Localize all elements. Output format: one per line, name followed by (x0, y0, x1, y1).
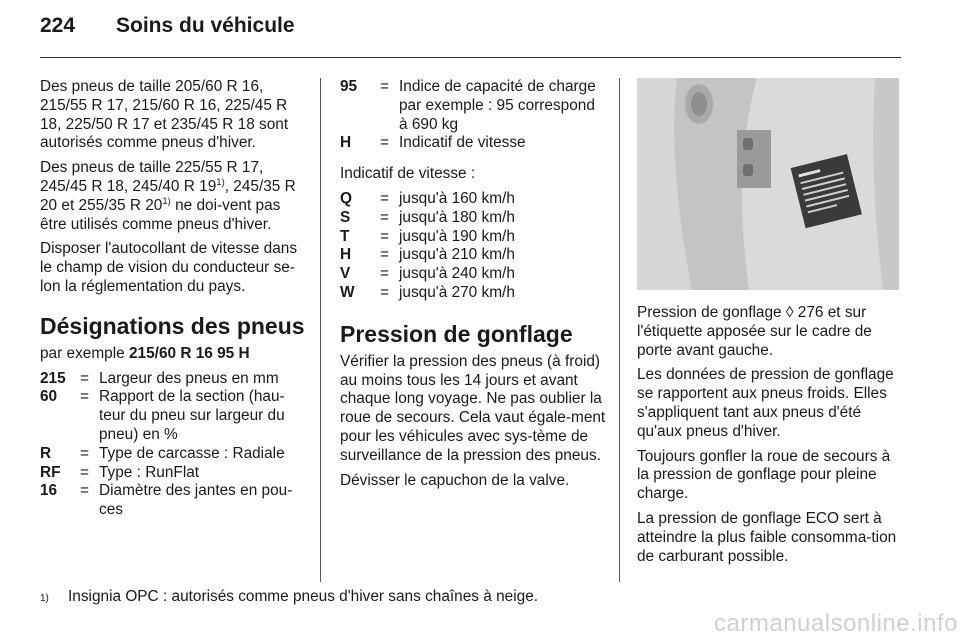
paragraph-winter-allowed: Des pneus de taille 205/60 R 16, 215/55 R 17, 215/60 R 16, 225/45 R 18, 225/50 R 17 et 235/45 R 18 sont autorisés comme pneus d'hiver. (40, 78, 289, 152)
footnote (40, 588, 538, 606)
def-value: Indicatif de vitesse (399, 134, 526, 152)
def-eq: = (380, 283, 389, 301)
def-key: 95 (340, 78, 358, 95)
def-key: RF (40, 463, 61, 481)
speed-value: jusqu'à 190 km/h (399, 227, 515, 245)
column-3 (637, 78, 903, 572)
paragraph-check-pressure: Vérifier la pression des pneus (à froid) au moins tous les 14 jours et avant chaque long voyage. Ne pas oublier la roue de secours. Cela vaut égale-ment pour les véhicules avec sys-tème de surveillance de la pression des pneus. (340, 352, 606, 464)
speed-value: jusqu'à 240 km/h (399, 265, 515, 283)
def-eq: = (380, 208, 389, 226)
example-value: 215/60 R 16 95 H (128, 344, 250, 362)
paragraph-eco-pressure: La pression de gonflage ECO sert à atteindre la plus faible consomma-tion de carburant possible. (637, 509, 897, 565)
header-rule (40, 57, 901, 58)
paragraph-winter-not-allowed (40, 159, 306, 234)
speed-value: jusqu'à 270 km/h (399, 283, 515, 301)
definition-row (40, 388, 306, 444)
speed-row (340, 190, 606, 209)
def-eq: = (380, 189, 389, 207)
column-2 (340, 78, 606, 496)
speed-row (340, 246, 606, 265)
speed-key: Q (340, 189, 352, 207)
speed-value: jusqu'à 160 km/h (399, 189, 515, 207)
door-frame-label-photo (637, 78, 899, 290)
text: , 245/35 R 20 et 255/35 R 20 (40, 177, 296, 214)
speed-key: S (340, 208, 351, 226)
paragraph-cold-tyres: Les données de pression de gonflage se rapportent aux pneus froids. Elles s'appliquent tant aux pneus d'été qu'aux pneus d'hiver. (637, 366, 894, 440)
def-eq: = (80, 369, 89, 387)
paragraph-valve-cap: Dévisser le capuchon de la valve. (340, 471, 570, 489)
page-number: 224 (40, 14, 76, 37)
text: Des pneus de taille 225/55 R 17, 245/45 R 18, 245/40 R 19 (40, 159, 264, 195)
definition-row (40, 370, 306, 389)
column-1 (40, 78, 306, 520)
def-key: 215 (40, 369, 66, 387)
paragraph-spare-wheel: Toujours gonfler la roue de secours à la pression de gonflage pour pleine charge. (637, 447, 891, 503)
def-value: Diamètre des jantes en pou-ces (99, 482, 293, 519)
def-eq: = (380, 246, 389, 264)
column-divider-2 (619, 78, 620, 582)
def-eq: = (80, 444, 89, 462)
heading-tyre-designations: Désignations des pneus (40, 312, 305, 339)
def-value: Largeur des pneus en mm (99, 369, 279, 387)
definition-row (340, 134, 606, 153)
definition-row (40, 482, 306, 520)
example-prefix: par exemple (40, 344, 129, 362)
watermark: carmanualsonline.info (714, 610, 958, 637)
speed-intro: Indicatif de vitesse : (340, 165, 476, 183)
footnote-text: Insignia OPC : autorisés comme pneus d'hiver sans chaînes à neige. (68, 588, 539, 605)
speed-key: H (340, 246, 352, 264)
example-line (40, 345, 306, 364)
text: ne doi-vent pas être utilisés comme pneus d'hiver. (40, 196, 281, 233)
footnote-mark: 1) (40, 593, 49, 604)
column-divider-1 (320, 78, 321, 582)
page-header (40, 14, 295, 48)
heading-inflation-pressure: Pression de gonflage (340, 320, 573, 347)
def-eq: = (80, 463, 89, 481)
def-eq: = (380, 78, 389, 95)
hinge-bracket (737, 130, 771, 188)
def-value: Type de carcasse : Radiale (99, 444, 285, 462)
definition-row (40, 445, 306, 464)
def-eq: = (380, 134, 389, 152)
text: Pression de gonflage (637, 304, 786, 321)
def-key: R (40, 444, 52, 462)
paragraph-pressure-reference (637, 304, 903, 360)
definition-row (40, 464, 306, 483)
def-value: Type : RunFlat (99, 463, 200, 481)
text: 276 et sur l'étiquette apposée sur le cadre de porte avant gauche. (637, 304, 872, 359)
speed-key: W (340, 283, 355, 301)
def-eq: = (380, 265, 389, 283)
speed-value: jusqu'à 180 km/h (399, 208, 515, 226)
page-ref-arrow-icon: ◊ (785, 304, 794, 321)
speed-row (340, 265, 606, 284)
speed-row (340, 228, 606, 247)
def-value: Indice de capacité de charge par exemple : 95 correspond à 690 kg (399, 78, 596, 133)
definition-row (340, 78, 606, 134)
page-title: Soins du véhicule (116, 14, 295, 37)
spacer (340, 153, 606, 165)
speed-key: V (340, 265, 351, 283)
def-eq: = (380, 227, 389, 245)
def-eq: = (80, 482, 89, 500)
def-key: H (340, 134, 352, 152)
speed-row (340, 209, 606, 228)
def-eq: = (80, 388, 89, 406)
speed-row (340, 284, 606, 303)
footnote-ref: 1) (216, 176, 225, 188)
def-value: Rapport de la section (hau-teur du pneu sur largeur du pneu) en % (99, 388, 285, 443)
footnote-ref: 1) (162, 195, 171, 207)
door-frame-illustration (637, 78, 899, 290)
speed-value: jusqu'à 210 km/h (399, 246, 515, 264)
def-key: 16 (40, 482, 58, 500)
paragraph-speed-sticker: Disposer l'autocollant de vitesse dans le champ de vision du conducteur se-lon la réglementation du pays. (40, 240, 298, 295)
speed-key: T (340, 227, 350, 245)
def-key: 60 (40, 388, 58, 406)
